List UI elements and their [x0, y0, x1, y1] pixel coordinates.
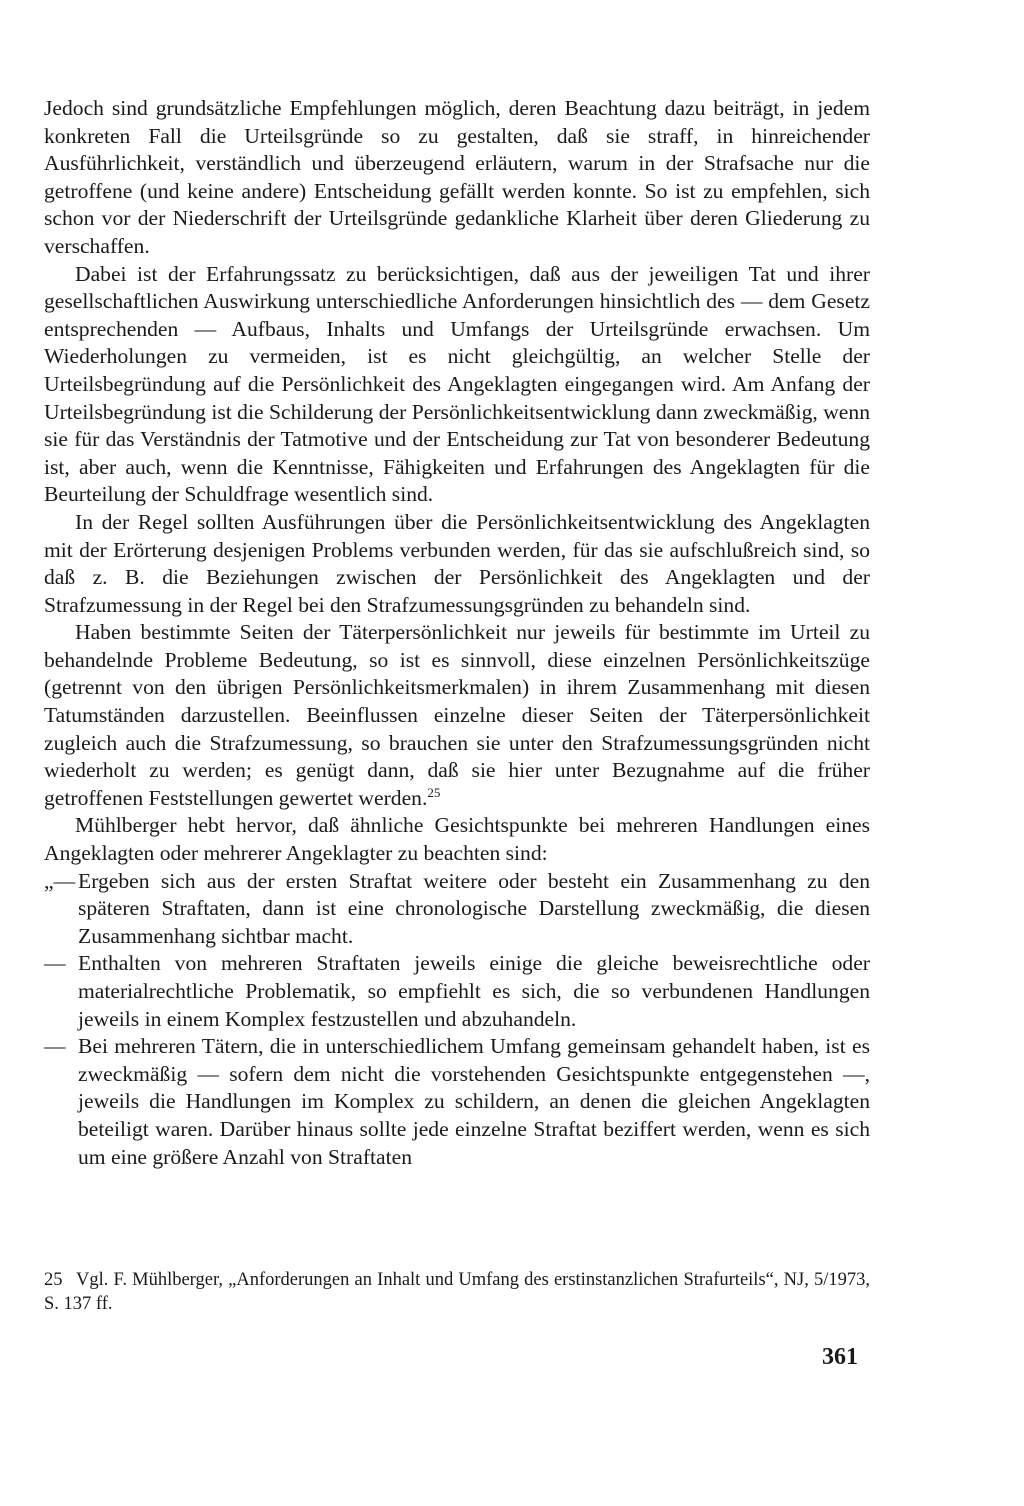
paragraph: Mühlberger hebt hervor, daß ähnliche Gesichtspunkte bei mehreren Handlungen eines Angeklagten oder mehrerer Angeklagter zu beachten sind:	[44, 813, 870, 866]
footnote-text: Vgl. F. Mühlberger, „Anforderungen an Inhalt und Umfang des erstinstanzlichen Strafurteils“, NJ, 5/1973, S. 137 ff.	[44, 1270, 870, 1314]
paragraph: Jedoch sind grundsätzliche Empfehlungen möglich, deren Beachtung dazu beiträgt, in jedem konkreten Fall die Urteilsgründe so zu gestalten, daß sie straff, in hinreichender Ausführlichkeit, verständlich und überzeugend erläutern, warum in der Strafsache nur die getroffene (und keine andere) Entscheidung gefällt werden konnte. So ist zu empfehlen, sich schon vor der Niederschrift der Urteilsgründe gedankliche Klarheit über deren Gliederung zu verschaffen.	[44, 96, 870, 258]
footnote-number: 25	[44, 1270, 63, 1290]
list-marker: „—	[44, 868, 76, 893]
list-item	[44, 950, 870, 1033]
paragraph: Dabei ist der Erfahrungssatz zu berücksichtigen, daß aus der jeweiligen Tat und ihrer gesellschaftlichen Auswirkung unterschiedliche Anforderungen hinsichtlich des — dem Gesetz entsprechenden — Aufbaus, Inhalts und Umfangs der Urteilsgründe erwachsen. Um Wiederholungen zu vermeiden, ist es nicht gleichgültig, an welcher Stelle der Urteilsbegründung auf die Persönlichkeit des Angeklagten eingegangen wird. Am Anfang der Urteilsbegründung ist die Schilderung der Persönlichkeitsentwicklung dann zweckmäßig, wenn sie für das Verständnis der Tatmotive und der Entscheidung zur Tat von besonderer Bedeutung ist, aber auch, wenn die Kenntnisse, Fähigkeiten und Erfahrungen des Angeklagten für die Beurteilung der Schuldfrage wesentlich sind.	[44, 261, 870, 507]
quoted-list	[44, 868, 870, 1172]
list-item-text: Enthalten von mehreren Straftaten jeweils einige die gleiche beweisrechtliche oder materialrechtliche Problematik, so empfiehlt es sich, die so verbundenen Handlungen jeweils in einem Komplex festzustellen und abzuhandeln.	[78, 951, 870, 1031]
list-marker: —	[44, 1034, 66, 1059]
footnote	[44, 1268, 870, 1316]
paragraph-text: Haben bestimmte Seiten der Täterpersönlichkeit nur jeweils für bestimmte im Urteil zu behandelnde Probleme Bedeutung, so ist es sinnvoll, diese einzelnen Persönlichkeitszüge (getrennt von den übrigen Persönlichkeitsmerkmalen) in ihrem Zusammenhang mit diesen Tatumständen darzustellen. Beeinflussen einzelne dieser Seiten der Täterpersönlichkeit zugleich auch die Strafzumessung, so brauchen sie unter den Strafzumessungsgründen nicht wiederholt zu werden; es genügt dann, daß sie hier unter Bezugnahme auf die früher getroffenen Feststellungen gewertet werden.	[44, 620, 870, 810]
paragraph-with-footnote	[44, 619, 870, 812]
footnote-reference: 25	[427, 785, 441, 801]
list-item-text: Ergeben sich aus der ersten Straftat weitere oder besteht ein Zusammenhang zu den späteren Straftaten, dann ist eine chronologische Darstellung zweckmäßig, die diesen Zusammenhang sichtbar macht.	[78, 868, 870, 948]
page-number: 361	[822, 1344, 858, 1370]
paragraph: In der Regel sollten Ausführungen über die Persönlichkeitsentwicklung des Angeklagten mit der Erörterung desjenigen Problems verbunden werden, für das sie aufschlußreich sind, so daß z. B. die Beziehungen zwischen der Persönlichkeit des Angeklagten und der Strafzumessung in der Regel bei den Strafzumessungsgründen zu behandeln sind.	[44, 509, 870, 617]
list-item	[44, 868, 870, 951]
body-text	[44, 95, 870, 1171]
list-marker: —	[44, 951, 66, 976]
list-item-text: Bei mehreren Tätern, die in unterschiedlichem Umfang gemeinsam gehandelt haben, ist es zweckmäßig — sofern dem nicht die vorstehenden Gesichtspunkte entgegenstehen —, jeweils die Handlungen im Komplex zu schildern, an denen die gleichen Angeklagten beteiligt waren. Darüber hinaus sollte jede einzelne Straftat beziffert werden, wenn es sich um eine größere Anzahl von Straftaten	[78, 1034, 870, 1169]
list-item	[44, 1033, 870, 1171]
